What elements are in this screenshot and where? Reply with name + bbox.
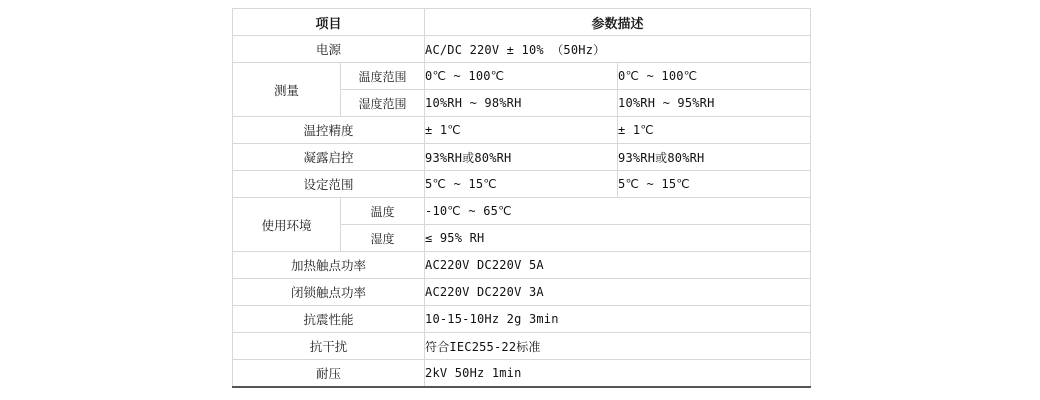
row-value-b: 5℃ ~ 15℃: [618, 171, 811, 198]
row-value: 2kV 50Hz 1min: [425, 360, 811, 388]
row-value-a: 5℃ ~ 15℃: [425, 171, 618, 198]
row-sub-label: 湿度范围: [341, 90, 425, 117]
row-item-label: 加热触点功率: [233, 252, 425, 279]
table-body: [233, 9, 811, 388]
row-sub-label: 湿度: [341, 225, 425, 252]
spec-table-container: [232, 8, 810, 388]
row-item-label: 抗干扰: [233, 333, 425, 360]
row-value-b: 93%RH或80%RH: [618, 144, 811, 171]
table-row: [233, 117, 811, 144]
specification-table: [232, 8, 811, 388]
table-row: [233, 198, 811, 225]
row-item-label: 测量: [233, 63, 341, 117]
row-item-label: 温控精度: [233, 117, 425, 144]
table-row: [233, 144, 811, 171]
row-value-b: ± 1℃: [618, 117, 811, 144]
table-header-row: [233, 9, 811, 36]
row-value-b: 10%RH ~ 95%RH: [618, 90, 811, 117]
row-value-a: 0℃ ~ 100℃: [425, 63, 618, 90]
row-sub-label: 温度: [341, 198, 425, 225]
header-item: 项目: [233, 9, 425, 36]
row-item-label: 闭锁触点功率: [233, 279, 425, 306]
row-item-label: 抗震性能: [233, 306, 425, 333]
row-value: 符合IEC255-22标准: [425, 333, 811, 360]
row-value: 10-15-10Hz 2g 3min: [425, 306, 811, 333]
row-value: -10℃ ~ 65℃: [425, 198, 811, 225]
table-row: [233, 279, 811, 306]
row-item-label: 凝露启控: [233, 144, 425, 171]
row-value: AC220V DC220V 5A: [425, 252, 811, 279]
table-row: [233, 36, 811, 63]
row-sub-label: 温度范围: [341, 63, 425, 90]
table-row: [233, 306, 811, 333]
table-row: [233, 252, 811, 279]
row-value-a: 93%RH或80%RH: [425, 144, 618, 171]
row-item-label: 设定范围: [233, 171, 425, 198]
row-value: AC220V DC220V 3A: [425, 279, 811, 306]
row-value-b: 0℃ ~ 100℃: [618, 63, 811, 90]
row-value-a: ± 1℃: [425, 117, 618, 144]
row-value-a: 10%RH ~ 98%RH: [425, 90, 618, 117]
table-row: [233, 171, 811, 198]
row-value: AC/DC 220V ± 10% （50Hz）: [425, 36, 811, 63]
row-item-label: 使用环境: [233, 198, 341, 252]
header-description: 参数描述: [425, 9, 811, 36]
row-item-label: 电源: [233, 36, 425, 63]
table-row: [233, 63, 811, 90]
row-value: ≤ 95% RH: [425, 225, 811, 252]
row-item-label: 耐压: [233, 360, 425, 388]
table-row: [233, 360, 811, 388]
table-row: [233, 333, 811, 360]
